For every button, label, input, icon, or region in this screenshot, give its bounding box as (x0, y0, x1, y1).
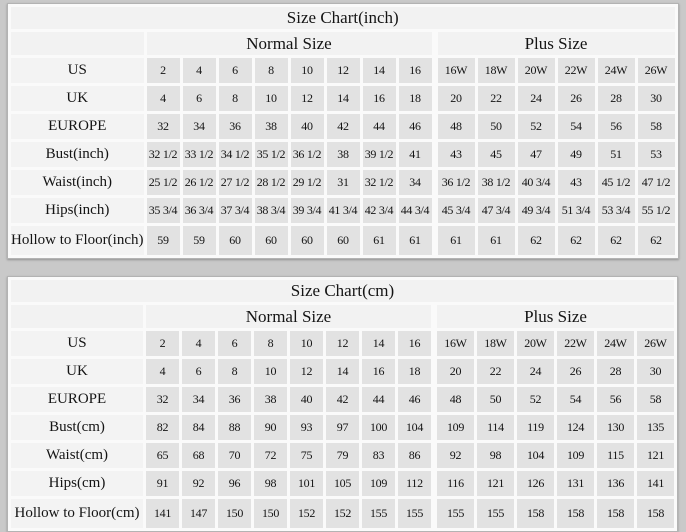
normal-size-value: 2 (147, 58, 180, 83)
row-label: UK (11, 359, 143, 384)
plus-size-value: 116 (434, 471, 474, 496)
plus-size-value: 124 (557, 415, 594, 440)
normal-size-value: 12 (326, 331, 359, 356)
plus-size-value: 56 (597, 387, 634, 412)
plus-size-value: 92 (434, 443, 474, 468)
normal-size-value: 105 (326, 471, 359, 496)
normal-size-value: 60 (327, 226, 360, 255)
table-row (11, 443, 674, 468)
plus-size-value: 26W (638, 58, 675, 83)
normal-size-value: 61 (363, 226, 396, 255)
normal-size-value: 29 1/2 (291, 170, 324, 195)
normal-size-value: 38 (254, 387, 287, 412)
normal-size-value: 34 (399, 170, 432, 195)
normal-size-value: 42 3/4 (363, 198, 396, 223)
plus-size-value: 155 (434, 499, 474, 528)
row-label: EUROPE (11, 387, 143, 412)
table-row (11, 331, 674, 356)
normal-size-value: 61 (399, 226, 432, 255)
plus-size-value: 141 (637, 471, 674, 496)
normal-size-value: 72 (254, 443, 287, 468)
normal-size-value: 10 (254, 359, 287, 384)
normal-size-value: 26 1/2 (183, 170, 216, 195)
table-row (11, 387, 674, 412)
table-row (11, 198, 675, 223)
plus-size-value: 121 (477, 471, 514, 496)
plus-size-value: 22 (477, 359, 514, 384)
plus-size-value: 26 (557, 359, 594, 384)
normal-size-value: 42 (326, 387, 359, 412)
table-row (11, 86, 675, 111)
row-label: US (11, 58, 144, 83)
plus-size-value: 18W (478, 58, 515, 83)
normal-size-value: 25 1/2 (147, 170, 180, 195)
plus-size-value: 40 3/4 (518, 170, 555, 195)
plus-size-value: 61 (435, 226, 475, 255)
normal-size-value: 8 (255, 58, 288, 83)
normal-size-value: 100 (362, 415, 395, 440)
normal-size-value: 28 1/2 (255, 170, 288, 195)
normal-size-value: 41 (399, 142, 432, 167)
plus-size-value: 130 (597, 415, 634, 440)
plus-size-value: 36 1/2 (435, 170, 475, 195)
plus-size-value: 158 (557, 499, 594, 528)
plus-size-value: 58 (637, 387, 674, 412)
plus-size-value: 155 (477, 499, 514, 528)
normal-size-value: 91 (146, 471, 179, 496)
normal-size-value: 12 (290, 359, 323, 384)
normal-size-value: 147 (182, 499, 215, 528)
normal-size-value: 97 (326, 415, 359, 440)
normal-size-value: 150 (218, 499, 251, 528)
normal-size-value: 12 (327, 58, 360, 83)
normal-size-value: 10 (290, 331, 323, 356)
table-row (11, 58, 675, 83)
plus-size-value: 121 (637, 443, 674, 468)
normal-size-value: 6 (182, 359, 215, 384)
plus-size-value: 158 (517, 499, 554, 528)
plus-size-header: Plus Size (435, 32, 675, 55)
row-label: US (11, 331, 143, 356)
normal-size-value: 33 1/2 (183, 142, 216, 167)
plus-size-value: 62 (558, 226, 595, 255)
row-label: EUROPE (11, 114, 144, 139)
plus-size-value: 55 1/2 (638, 198, 675, 223)
normal-size-value: 4 (182, 331, 215, 356)
normal-size-value: 37 3/4 (219, 198, 252, 223)
normal-size-value: 42 (327, 114, 360, 139)
normal-size-value: 36 (219, 114, 252, 139)
normal-size-value: 14 (363, 58, 396, 83)
plus-size-value: 135 (637, 415, 674, 440)
plus-size-value: 30 (637, 359, 674, 384)
table-title-row (11, 7, 675, 29)
normal-size-value: 12 (291, 86, 324, 111)
plus-size-value: 47 (518, 142, 555, 167)
normal-size-value: 38 (255, 114, 288, 139)
normal-size-value: 34 (182, 387, 215, 412)
normal-size-value: 40 (291, 114, 324, 139)
plus-size-value: 45 3/4 (435, 198, 475, 223)
normal-size-value: 93 (290, 415, 323, 440)
plus-size-value: 26 (558, 86, 595, 111)
row-label: Waist(cm) (11, 443, 143, 468)
plus-size-value: 24 (517, 359, 554, 384)
plus-size-value: 43 (558, 170, 595, 195)
normal-size-value: 150 (254, 499, 287, 528)
normal-size-value: 27 1/2 (219, 170, 252, 195)
normal-size-value: 152 (326, 499, 359, 528)
normal-size-value: 40 (290, 387, 323, 412)
normal-size-value: 32 1/2 (147, 142, 180, 167)
table-title: Size Chart(cm) (11, 280, 674, 302)
plus-size-value: 50 (477, 387, 514, 412)
normal-size-value: 46 (399, 114, 432, 139)
normal-size-value: 36 1/2 (291, 142, 324, 167)
plus-size-value: 49 (558, 142, 595, 167)
normal-size-value: 112 (398, 471, 431, 496)
plus-size-value: 62 (598, 226, 635, 255)
plus-size-value: 28 (598, 86, 635, 111)
normal-size-value: 79 (326, 443, 359, 468)
plus-size-value: 53 3/4 (598, 198, 635, 223)
table-title-row (11, 280, 674, 302)
normal-size-value: 70 (218, 443, 251, 468)
normal-size-value: 31 (327, 170, 360, 195)
plus-size-value: 18W (477, 331, 514, 356)
plus-size-value: 58 (638, 114, 675, 139)
normal-size-value: 8 (219, 86, 252, 111)
plus-size-value: 53 (638, 142, 675, 167)
normal-size-value: 82 (146, 415, 179, 440)
normal-size-value: 44 3/4 (399, 198, 432, 223)
normal-size-value: 16 (398, 331, 431, 356)
plus-size-value: 54 (557, 387, 594, 412)
plus-size-value: 52 (517, 387, 554, 412)
normal-size-value: 41 3/4 (327, 198, 360, 223)
normal-size-value: 4 (146, 359, 179, 384)
normal-size-value: 35 1/2 (255, 142, 288, 167)
normal-size-value: 46 (398, 387, 431, 412)
plus-size-value: 48 (435, 114, 475, 139)
table-row (11, 170, 675, 195)
plus-size-value: 49 3/4 (518, 198, 555, 223)
normal-size-value: 92 (182, 471, 215, 496)
normal-size-value: 104 (398, 415, 431, 440)
plus-size-value: 56 (598, 114, 635, 139)
normal-size-value: 39 1/2 (363, 142, 396, 167)
row-label: UK (11, 86, 144, 111)
normal-size-value: 36 (218, 387, 251, 412)
plus-size-value: 47 1/2 (638, 170, 675, 195)
plus-size-value: 115 (597, 443, 634, 468)
normal-size-value: 59 (147, 226, 180, 255)
corner-cell (11, 32, 144, 55)
table-row (11, 226, 675, 255)
normal-size-value: 16 (363, 86, 396, 111)
size-chart-cm-table (7, 276, 678, 532)
normal-size-value: 16 (362, 359, 395, 384)
plus-size-value: 28 (597, 359, 634, 384)
normal-size-value: 6 (218, 331, 251, 356)
normal-size-value: 65 (146, 443, 179, 468)
plus-size-header: Plus Size (434, 305, 674, 328)
plus-size-value: 20 (434, 359, 474, 384)
row-label: Hips(cm) (11, 471, 143, 496)
normal-size-value: 75 (290, 443, 323, 468)
normal-size-value: 34 (183, 114, 216, 139)
row-label: Waist(inch) (11, 170, 144, 195)
plus-size-value: 20W (518, 58, 555, 83)
normal-size-value: 36 3/4 (183, 198, 216, 223)
normal-size-value: 59 (183, 226, 216, 255)
normal-size-value: 109 (362, 471, 395, 496)
plus-size-value: 48 (434, 387, 474, 412)
plus-size-value: 16W (435, 58, 475, 83)
normal-size-value: 14 (326, 359, 359, 384)
table-row (11, 359, 674, 384)
normal-size-value: 39 3/4 (291, 198, 324, 223)
plus-size-value: 30 (638, 86, 675, 111)
normal-size-value: 84 (182, 415, 215, 440)
normal-size-value: 60 (219, 226, 252, 255)
normal-size-value: 155 (362, 499, 395, 528)
plus-size-value: 62 (638, 226, 675, 255)
normal-size-value: 101 (290, 471, 323, 496)
table-title: Size Chart(inch) (11, 7, 675, 29)
plus-size-value: 20W (517, 331, 554, 356)
normal-size-value: 8 (218, 359, 251, 384)
normal-size-value: 98 (254, 471, 287, 496)
normal-size-value: 6 (183, 86, 216, 111)
plus-size-value: 51 3/4 (558, 198, 595, 223)
group-header-row (11, 32, 675, 55)
normal-size-value: 60 (291, 226, 324, 255)
plus-size-value: 109 (557, 443, 594, 468)
plus-size-value: 22W (558, 58, 595, 83)
normal-size-value: 10 (255, 86, 288, 111)
normal-size-value: 86 (398, 443, 431, 468)
plus-size-value: 62 (518, 226, 555, 255)
plus-size-value: 158 (637, 499, 674, 528)
normal-size-value: 90 (254, 415, 287, 440)
normal-size-value: 18 (398, 359, 431, 384)
normal-size-header: Normal Size (146, 305, 431, 328)
plus-size-value: 20 (435, 86, 475, 111)
normal-size-value: 14 (362, 331, 395, 356)
normal-size-value: 6 (219, 58, 252, 83)
corner-cell (11, 305, 143, 328)
plus-size-value: 104 (517, 443, 554, 468)
table-row (11, 499, 674, 528)
row-label: Hollow to Floor(cm) (11, 499, 143, 528)
normal-size-value: 2 (146, 331, 179, 356)
normal-size-value: 152 (290, 499, 323, 528)
plus-size-value: 109 (434, 415, 474, 440)
normal-size-value: 10 (291, 58, 324, 83)
normal-size-value: 35 3/4 (147, 198, 180, 223)
normal-size-value: 38 3/4 (255, 198, 288, 223)
normal-size-value: 68 (182, 443, 215, 468)
row-label: Hollow to Floor(inch) (11, 226, 144, 255)
plus-size-value: 126 (517, 471, 554, 496)
table-row (11, 114, 675, 139)
normal-size-value: 4 (147, 86, 180, 111)
plus-size-value: 119 (517, 415, 554, 440)
plus-size-value: 51 (598, 142, 635, 167)
plus-size-value: 52 (518, 114, 555, 139)
plus-size-value: 22 (478, 86, 515, 111)
normal-size-value: 16 (399, 58, 432, 83)
plus-size-value: 22W (557, 331, 594, 356)
normal-size-value: 141 (146, 499, 179, 528)
group-header-row (11, 305, 674, 328)
table-row (11, 142, 675, 167)
normal-size-value: 34 1/2 (219, 142, 252, 167)
normal-size-value: 14 (327, 86, 360, 111)
plus-size-value: 98 (477, 443, 514, 468)
plus-size-value: 43 (435, 142, 475, 167)
plus-size-value: 16W (434, 331, 474, 356)
normal-size-value: 38 (327, 142, 360, 167)
normal-size-value: 83 (362, 443, 395, 468)
plus-size-value: 24 (518, 86, 555, 111)
plus-size-value: 136 (597, 471, 634, 496)
normal-size-value: 32 1/2 (363, 170, 396, 195)
plus-size-value: 114 (477, 415, 514, 440)
plus-size-value: 24W (598, 58, 635, 83)
table-row (11, 471, 674, 496)
table-row (11, 415, 674, 440)
plus-size-value: 131 (557, 471, 594, 496)
normal-size-value: 96 (218, 471, 251, 496)
normal-size-value: 88 (218, 415, 251, 440)
plus-size-value: 45 1/2 (598, 170, 635, 195)
normal-size-value: 155 (398, 499, 431, 528)
size-chart-inch-table (7, 3, 679, 259)
normal-size-value: 32 (146, 387, 179, 412)
normal-size-value: 18 (399, 86, 432, 111)
normal-size-value: 4 (183, 58, 216, 83)
row-label: Bust(cm) (11, 415, 143, 440)
plus-size-value: 24W (597, 331, 634, 356)
normal-size-value: 44 (363, 114, 396, 139)
plus-size-value: 45 (478, 142, 515, 167)
plus-size-value: 158 (597, 499, 634, 528)
normal-size-value: 60 (255, 226, 288, 255)
plus-size-value: 54 (558, 114, 595, 139)
plus-size-value: 38 1/2 (478, 170, 515, 195)
plus-size-value: 47 3/4 (478, 198, 515, 223)
normal-size-value: 8 (254, 331, 287, 356)
plus-size-value: 26W (637, 331, 674, 356)
normal-size-value: 44 (362, 387, 395, 412)
row-label: Bust(inch) (11, 142, 144, 167)
normal-size-header: Normal Size (147, 32, 432, 55)
row-label: Hips(inch) (11, 198, 144, 223)
plus-size-value: 61 (478, 226, 515, 255)
normal-size-value: 32 (147, 114, 180, 139)
plus-size-value: 50 (478, 114, 515, 139)
